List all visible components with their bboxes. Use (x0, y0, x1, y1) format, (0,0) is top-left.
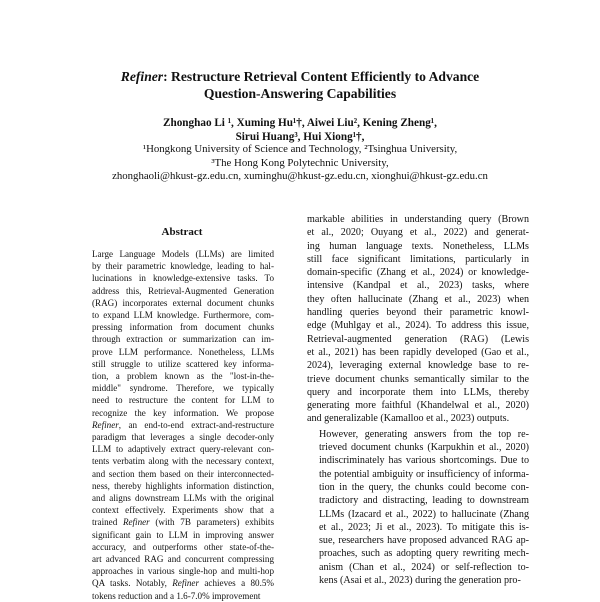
text-line: Retrieval-augmented generation (RAG) (Lewis (307, 333, 529, 345)
text-line: QA tasks. Notably, Refiner achieves a 80.5% (92, 578, 274, 589)
text-line: paradigm that leverages a single decoder-only (92, 432, 274, 443)
authors-line-1: Zhonghao Li ¹, Xuming Hu¹†, Aiwei Liu², Kening Zheng¹, (163, 117, 437, 129)
text-line: edge (Muhlgay et al., 2024). To address this issue, (307, 320, 529, 332)
text-line: tokens reduction and a 1.6-7.0% improvement (92, 590, 261, 601)
affiliation-line-1: ¹Hongkong University of Science and Technology, ²Tsinghua University, (142, 143, 458, 155)
text-line: However, generating answers from the top re- (319, 428, 529, 440)
text-line: tents verbatim along with the necessary context, (92, 456, 274, 467)
text-line: and section them based on their interconnected- (92, 468, 274, 479)
text-line: kens (Asai et al., 2023) during the generation pro- (319, 575, 521, 587)
text-line: handling queries beyond their parametric knowl- (307, 307, 529, 319)
text-line: et al., 2020; Ouyang et al., 2022) and generat- (307, 227, 529, 239)
authors-line-2: Sirui Huang³, Hui Xiong¹†, (235, 131, 365, 143)
text-line: proaches, such as adopting query rewriting mech- (319, 548, 529, 560)
text-line: 2024), leveraging external knowledge base to re- (307, 360, 529, 372)
text-line: Large Language Models (LLMs) are limited (92, 249, 274, 259)
title-line-1 (0, 68, 600, 85)
text-line: address this, Retrieval-Augmented Generation (92, 285, 274, 296)
text-line: prove LLM performance. Nonetheless, LLMs (92, 346, 274, 357)
title-line-1-rest: : Restructure Retrieval Content Efficiently to Advance (163, 69, 480, 84)
text-line: trieve document chunks semantically similar to the (307, 373, 529, 385)
text-line: LLM to adaptively extract query-relevant con- (92, 444, 274, 455)
text-line: still struggle to utilize scattered key informa- (92, 358, 274, 369)
text-line: to expand LLM knowledge. Furthermore, com- (92, 310, 274, 321)
text-line: significant gain to LLM in improving answer (92, 529, 274, 540)
text-line: by their parametric knowledge, leading to hal- (92, 261, 274, 272)
text-line: tion in the query, the chunks could become con- (319, 481, 529, 493)
text-line: et al., 2021) has been rapidly developed (Gao et al., (307, 346, 529, 358)
text-line: Refiner, an end-to-end extract-and-restructure (92, 419, 274, 430)
refiner-term: Refiner (122, 517, 150, 528)
abstract-body (92, 248, 274, 602)
author-emails: zhonghaoli@hkust-gz.edu.cn, xuminghu@hkust-gz.edu.cn, xionghui@hkust-gz.edu.cn (112, 170, 488, 183)
abstract-heading: Abstract (161, 226, 203, 238)
text-line: anism (Chan et al., 2024) or self-reflection to- (319, 561, 529, 573)
intro-body-right-column (307, 213, 529, 587)
text-line: markable abilities in understanding query (Brown (307, 214, 529, 225)
text-line: pressing information from document chunks (92, 322, 274, 333)
text-line: ing human language texts. Nonetheless, LLMs (307, 240, 529, 252)
title-line-2: Question-Answering Capabilities (203, 86, 397, 101)
text-line: et al., 2023; Ji et al., 2023). To mitigate this is- (319, 521, 529, 533)
text-line: recognize the key information. We propose (92, 407, 274, 418)
text-line: accuracy, and outperforms other state-of-the- (92, 541, 274, 552)
text-line: need to restructure the content for LLM to (92, 395, 274, 406)
text-line: through extraction or summarization can im- (92, 334, 274, 345)
text-line: and generalizable (Kamalloo et al., 2023) outputs. (307, 413, 510, 425)
affiliation-line-2: ³The Hong Kong Polytechnic University, (211, 156, 389, 169)
refiner-term: Refiner (92, 419, 119, 430)
text-line: (RAG) incorporates external document chunks (92, 297, 274, 308)
refiner-term: Refiner (172, 578, 200, 589)
text-line: context effectively. Experiments show that a (92, 505, 274, 516)
title-italic: Refiner (120, 69, 164, 84)
text-line: approaches in various single-hop and multi-hop (92, 566, 274, 577)
text-line: tion, a problem known as the "lost-in-the- (92, 371, 274, 382)
text-line: ness, thereby highlights information distinction, (92, 480, 274, 491)
text-line: intensive (Kandpal et al., 2023) tasks, where (307, 280, 529, 292)
text-line: the potential ambiguity or insufficiency of informa- (319, 468, 529, 480)
affiliations (0, 143, 600, 184)
text-line: still face significant limitations, particularly in (307, 253, 529, 265)
text-line: middle" syndrome. Therefore, we typically (92, 383, 274, 394)
text-line: art advanced RAG and concurrent compressing (92, 554, 274, 565)
intro-paragraph-continued (307, 213, 529, 426)
intro-paragraph-2 (307, 428, 529, 588)
text-line: trained Refiner (with 7B parameters) exhibits (92, 517, 274, 528)
author-list (0, 116, 600, 144)
text-line: tradictory and distracting, leading to downstream (319, 495, 529, 507)
paper-title (0, 68, 600, 102)
text-line: domain-specific (Zhang et al., 2024) or knowledge- (307, 267, 529, 279)
text-line: and aligns downstream LLMs with the original (92, 493, 274, 504)
text-line: LLMs (Izacard et al., 2022) to hallucinate (Zhang (319, 508, 529, 520)
text-line: sue, researchers have proposed advanced RAG ap- (319, 535, 529, 547)
text-line: indiscriminately has various shortcomings. Due to (319, 455, 529, 467)
text-line: query and incorporate them into LLMs, thereby (307, 386, 529, 398)
text-line: they often hallucinate (Zhang et al., 2023) when (307, 293, 529, 305)
text-line: generating more faithful (Khandelwal et al., 2020) (307, 400, 529, 412)
text-line: lucinations in knowledge-extensive tasks. To (92, 273, 274, 284)
text-line: trieved document chunks (Karpukhin et al., 2020) (319, 442, 529, 454)
